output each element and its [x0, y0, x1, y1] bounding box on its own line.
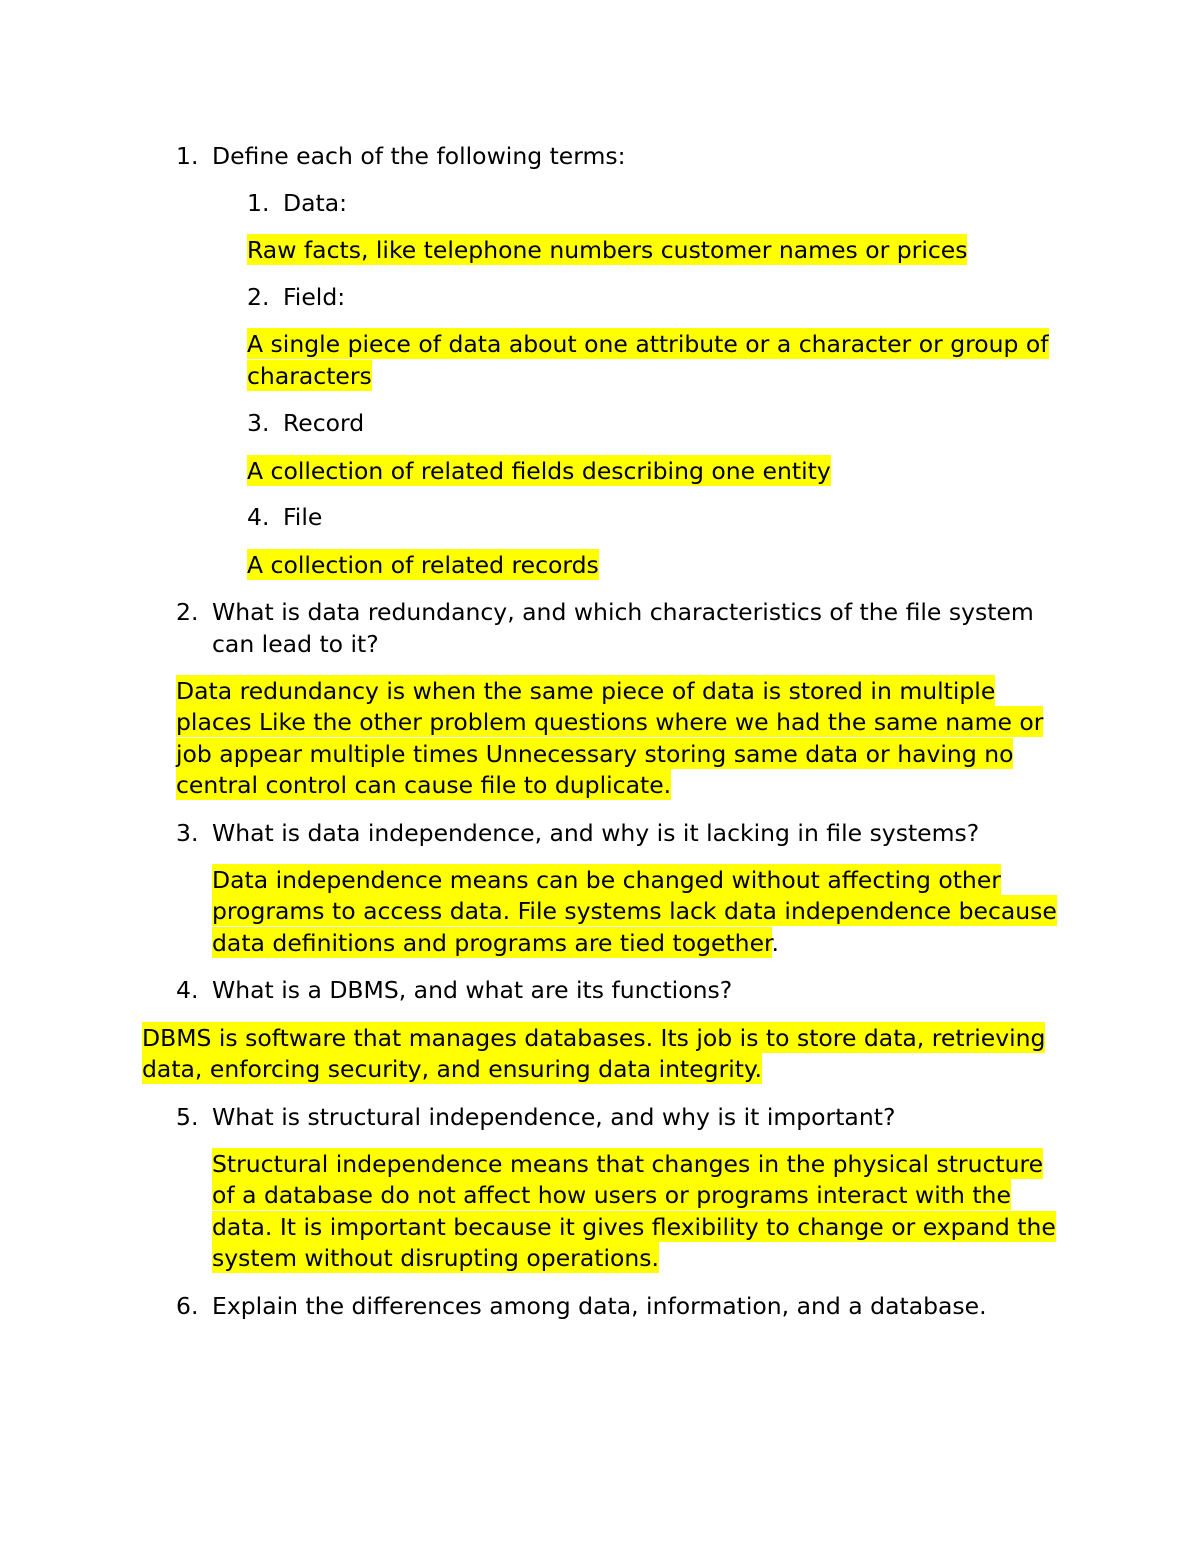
q1-term3-answer: [247, 456, 831, 486]
q1-term2-answer-line2: [247, 361, 372, 391]
q1-term1-answer: [247, 235, 967, 265]
q1-number: 1.: [176, 142, 199, 170]
q3-number: 3.: [176, 819, 199, 847]
q1-question: Define each of the following terms:: [212, 142, 626, 170]
highlighted-answer: A collection of related records: [247, 551, 599, 579]
q4-number: 4.: [176, 976, 199, 1004]
q6-number: 6.: [176, 1292, 199, 1320]
highlighted-answer: of a database do not affect how users or programs interact with the: [212, 1181, 1011, 1209]
highlighted-answer: Data independence means can be changed without affecting other: [212, 866, 1001, 894]
highlighted-answer: places Like the other problem questions where we had the same name or: [176, 708, 1044, 736]
q5-answer-line1: [212, 1149, 1043, 1179]
q1-term4-answer: [247, 550, 599, 580]
highlighted-answer: A collection of related fields describing one entity: [247, 457, 831, 485]
highlighted-answer: programs to access data. File systems lack data independence because: [212, 897, 1057, 925]
q3-answer-line3: [212, 928, 779, 958]
q5-answer-line2: [212, 1180, 1011, 1210]
highlighted-answer: A single piece of data about one attribute or a character or group of: [247, 330, 1049, 358]
q4-answer-line1: [142, 1023, 1045, 1053]
highlighted-answer: characters: [247, 362, 372, 390]
q3-answer-line2: [212, 896, 1057, 926]
highlighted-answer: job appear multiple times Unnecessary storing same data or having no: [176, 740, 1014, 768]
q1-term3-number: 3.: [247, 409, 270, 437]
q2-answer-line2: [176, 707, 1043, 737]
q1-term1-number: 1.: [247, 189, 270, 217]
highlighted-answer: data, enforcing security, and ensuring data integrity.: [142, 1055, 763, 1083]
q2-question-line2: can lead to it?: [212, 630, 379, 658]
q3-answer-line1: [212, 865, 1001, 895]
q3-question: What is data independence, and why is it lacking in file systems?: [212, 819, 980, 847]
q5-answer-line4: [212, 1243, 659, 1273]
highlighted-answer: Data redundancy is when the same piece of data is stored in multiple: [176, 677, 996, 705]
highlighted-answer: DBMS is software that manages databases. Its job is to store data, retrieving: [142, 1024, 1046, 1052]
q1-term2-number: 2.: [247, 283, 270, 311]
q2-answer-line4: [176, 770, 671, 800]
q4-answer-line2: [142, 1054, 762, 1084]
q1-term2-answer-line1: [247, 329, 1049, 359]
q1-term3-label: Record: [283, 409, 365, 437]
q2-answer-line3: [176, 739, 1013, 769]
q6-question: Explain the differences among data, information, and a database.: [212, 1292, 987, 1320]
q3-answer-tail: .: [771, 929, 780, 957]
highlighted-answer: Structural independence means that changes in the physical structure: [212, 1150, 1044, 1178]
q2-answer-line1: [176, 676, 995, 706]
highlighted-answer: system without disrupting operations.: [212, 1244, 659, 1272]
highlighted-answer: central control can cause file to duplicate.: [176, 771, 672, 799]
q1-term1-label: Data:: [283, 189, 348, 217]
q5-number: 5.: [176, 1103, 199, 1131]
q1-term4-label: File: [283, 503, 323, 531]
q2-question-line1: What is data redundancy, and which characteristics of the file system: [212, 598, 1034, 626]
q1-term2-label: Field:: [283, 283, 346, 311]
highlighted-answer: data. It is important because it gives flexibility to change or expand the: [212, 1213, 1056, 1241]
q2-number: 2.: [176, 598, 199, 626]
q1-term4-number: 4.: [247, 503, 270, 531]
q5-answer-line3: [212, 1212, 1056, 1242]
highlighted-answer: Raw facts, like telephone numbers customer names or prices: [247, 236, 968, 264]
highlighted-answer: data definitions and programs are tied together: [212, 929, 772, 957]
q5-question: What is structural independence, and why is it important?: [212, 1103, 896, 1131]
q4-question: What is a DBMS, and what are its functions?: [212, 976, 733, 1004]
